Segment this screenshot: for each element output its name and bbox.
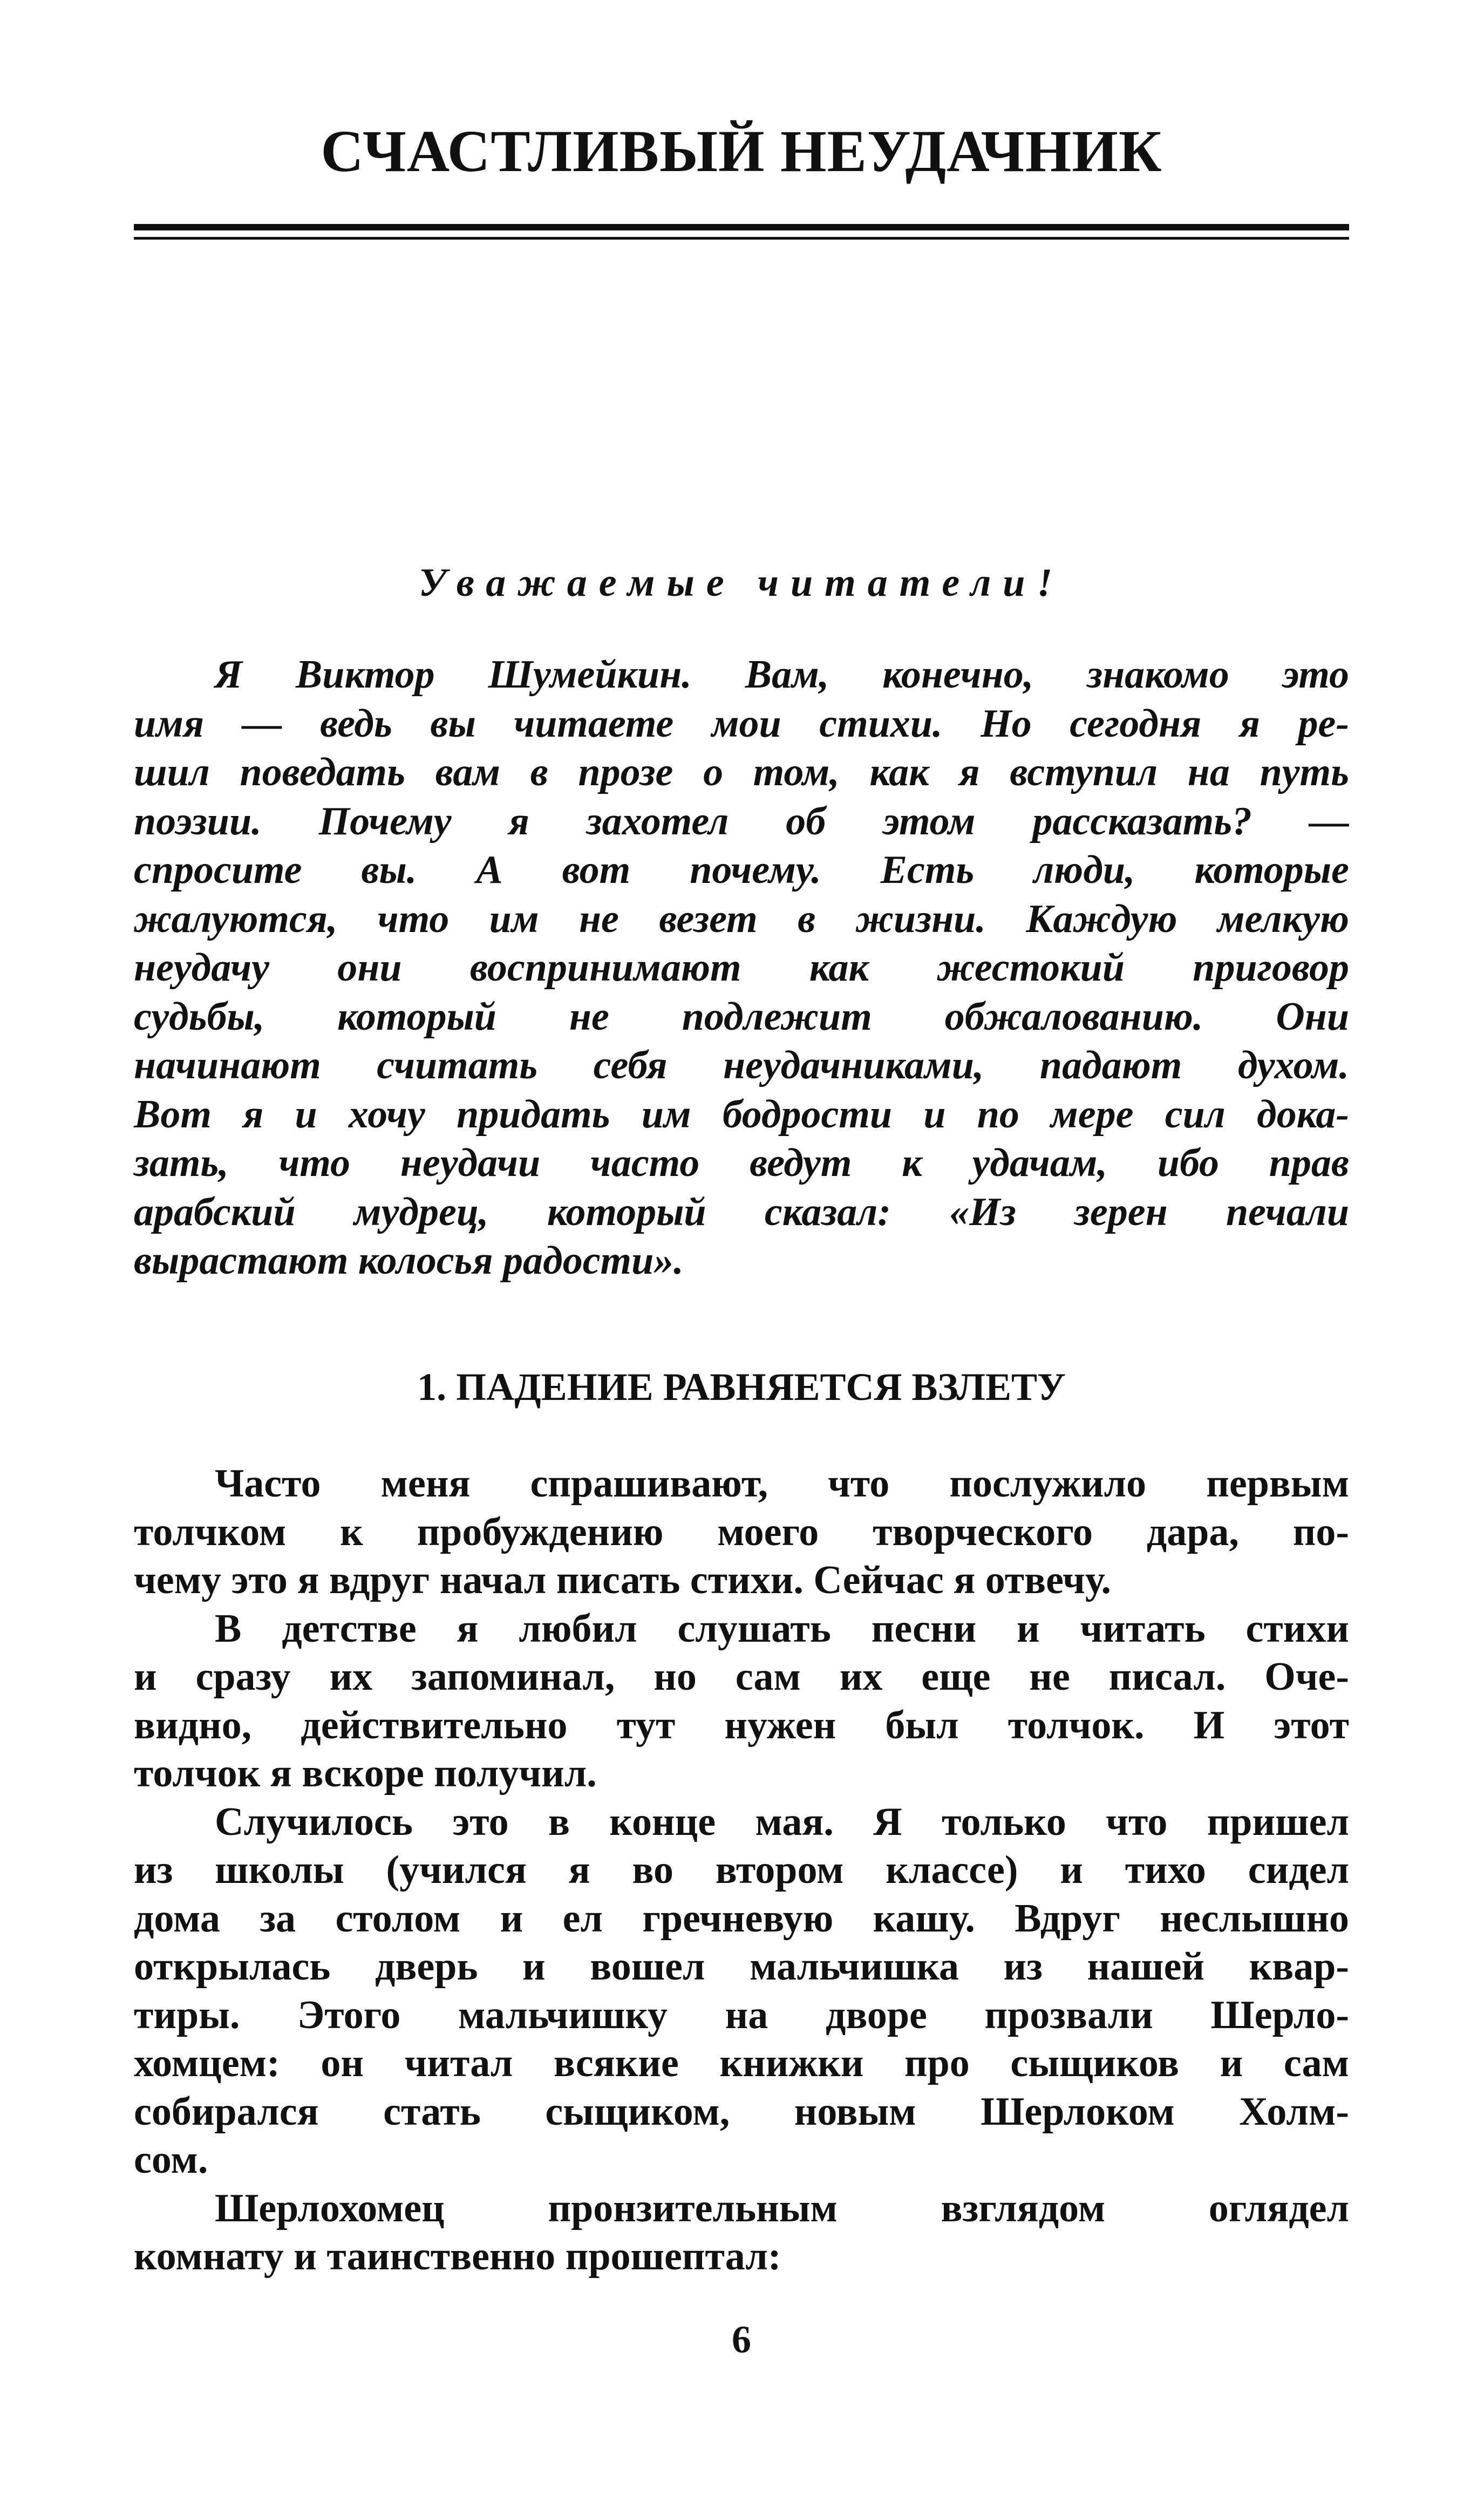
body-line: Шерлохомец пронзительным взглядом оглядел — [215, 2186, 1349, 2230]
body-line: тиры. Этого мальчишку на дворе прозвали Шерло- — [134, 1992, 1349, 2037]
rule-thick-line — [134, 224, 1349, 230]
intro-line: жалуются, что им не везет в жизни. Каждую мелкую — [134, 896, 1349, 941]
intro-line: зать, что неудачи часто ведут к удачам, ибо прав — [134, 1141, 1349, 1185]
intro-line: Вот я и хочу придать им бодрости и по мере сил дока- — [134, 1092, 1349, 1137]
intro-line: судьбы, который не подлежит обжалованию. Они — [134, 994, 1349, 1039]
intro-line: имя — ведь вы читаете мои стихи. Но сегодня я ре- — [134, 701, 1349, 746]
body-line: толчок я вскоре получил. — [134, 1751, 597, 1796]
body-line: сом. — [134, 2138, 208, 2182]
intro-line: неудачу они воспринимают как жестокий приговор — [134, 946, 1349, 990]
body-line: открылась дверь и вошел мальчишка из нашей квар- — [134, 1944, 1349, 1989]
body-line: и сразу их запоминал, но сам их еще не писал. Оче- — [134, 1655, 1349, 1699]
body-line: Часто меня спрашивают, что послужило первым — [215, 1461, 1349, 1506]
body-text — [134, 1460, 1349, 2281]
page-title: СЧАСТЛИВЫЙ НЕУДАЧНИК — [321, 118, 1162, 184]
intro-line: спросите вы. А вот почему. Есть люди, которые — [134, 848, 1349, 892]
body-line: из школы (учился я во втором классе) и тихо сидел — [134, 1848, 1349, 1892]
intro-line: шил поведать вам в прозе о том, как я вступил на путь — [134, 750, 1349, 794]
greeting: Уважаемые читатели! — [418, 561, 1065, 605]
body-line: дома за столом и ел гречневую кашу. Вдруг неслышно — [134, 1896, 1349, 1941]
body-line: Случилось это в конце мая. Я только что пришел — [215, 1799, 1349, 1844]
body-line: комнату и таинственно прошептал: — [134, 2234, 781, 2279]
rule-thin-line — [134, 237, 1349, 240]
body-line: толчком к пробуждению моего творческого дара, по- — [134, 1509, 1349, 1554]
intro-paragraph — [134, 650, 1349, 1286]
body-line: видно, действительно тут нужен был толчок. И этот — [134, 1703, 1349, 1747]
intro-line: начинают считать себя неудачниками, падают духом. — [134, 1043, 1349, 1087]
intro-line: вырастают колосья радости». — [134, 1239, 684, 1283]
body-line: В детстве я любил слушать песни и читать стихи — [215, 1606, 1349, 1651]
page-number: 6 — [732, 2318, 751, 2361]
intro-line: Я Виктор Шумейкин. Вам, конечно, знакомо это — [215, 652, 1349, 697]
body-line: собирался стать сыщиком, новым Шерлоком Холм- — [134, 2089, 1349, 2134]
intro-line: поэзии. Почему я захотел об этом рассказать? — — [134, 799, 1349, 844]
body-line: чему это я вдруг начал писать стихи. Сейчас я отвечу. — [134, 1558, 1111, 1602]
body-line: хомцем: он читал всякие книжки про сыщиков и сам — [134, 2041, 1349, 2085]
chapter-heading: 1. ПАДЕНИЕ РАВНЯЕТСЯ ВЗЛЕТУ — [417, 1365, 1066, 1409]
intro-line: арабский мудрец, который сказал: «Из зерен печали — [134, 1189, 1349, 1234]
title-double-rule — [134, 224, 1349, 246]
